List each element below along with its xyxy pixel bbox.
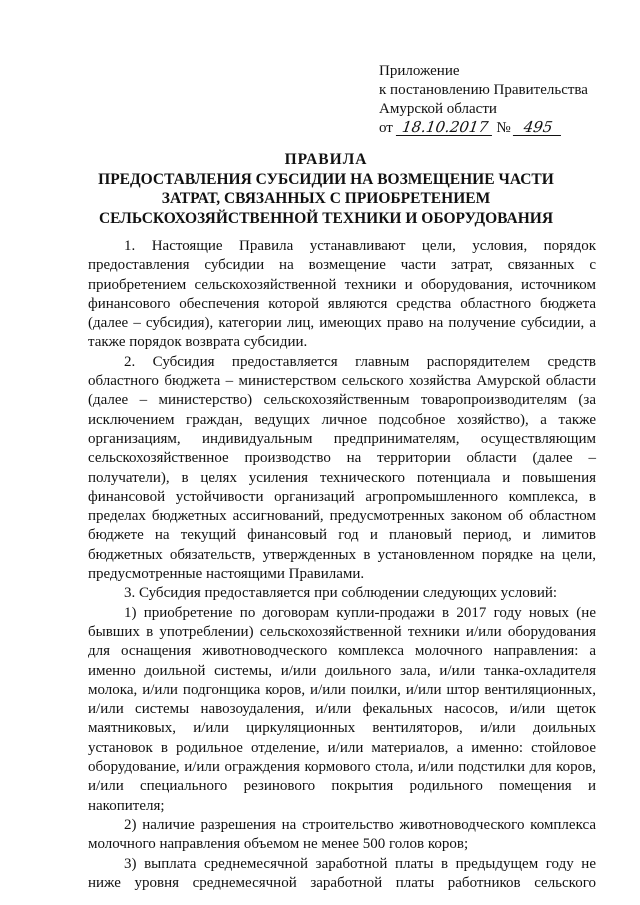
title-line-rules: ПРАВИЛА [284, 151, 368, 168]
appendix-date-number [379, 119, 588, 138]
title-line-3: ЗАТРАТ, СВЯЗАННЫХ С ПРИОБРЕТЕНИЕМ [161, 190, 491, 207]
appendix-region: Амурской области [379, 101, 497, 117]
appendix-resolution: к постановлению Правительства [379, 82, 588, 98]
appendix-block [379, 62, 588, 138]
document-title [86, 150, 566, 228]
paragraph-1: 1. Настоящие Правила устанавливают цели, условия, порядок предоставления субсидии на возмещение части затрат, связанных с приобретением сельскохозяйственной техники и оборудования, источником финансового обеспечения которой являются средства областного бюджета (далее – субсидия), категории лиц, имеющих право на получение субсидии, а также порядок возврата субсидии. [88, 238, 596, 351]
paragraph-3: 3. Субсидия предоставляется при соблюдении следующих условий: [124, 585, 558, 602]
paragraph-2: 2. Субсидия предоставляется главным распорядителем средств областного бюджета – министерством сельского хозяйства Амурской области (далее – министерство) сельскохозяйственным товаропроизводителям (за исключением граждан, ведущих личное подсобное хозяйство), а также организациям, индивидуальным предпринимателям, осуществляющим сельскохозяйственное производство на территории области (далее – получатели), в целях усиления технического потенциала и повышения финансовой устойчивости организаций агропромышленного комплекса, в пределах бюджетных ассигнований, предусмотренных законом об областном бюджете на текущий финансовый год и плановый период, и лимитов бюджетных обязательств, утвержденных в установленном порядке на цели, предусмотренные настоящими Правилами. [88, 353, 596, 583]
title-line-4: СЕЛЬСКОХОЗЯЙСТВЕННОЙ ТЕХНИКИ И ОБОРУДОВАНИЯ [98, 209, 554, 227]
title-line-2: ПРЕДОСТАВЛЕНИЯ СУБСИДИИ НА ВОЗМЕЩЕНИЕ ЧАСТИ [98, 170, 554, 188]
number-label: № [496, 120, 511, 136]
paragraph-3-item-3: 3) выплата среднемесячной заработной платы в предыдущем году не ниже уровня среднемесячной заработной платы работников сельского [88, 855, 596, 891]
appendix-title: Приложение [379, 63, 460, 79]
paragraph-3-item-2: 2) наличие разрешения на строительство животноводческого комплекса молочного направления объемом не менее 500 голов коров; [88, 816, 596, 853]
handwritten-number: 495 [513, 120, 563, 136]
from-label: от [379, 120, 393, 136]
document-body [88, 237, 596, 893]
handwritten-date: 18.10.2017 [395, 120, 493, 136]
paragraph-3-item-1: 1) приобретение по договорам купли-продажи в 2017 году новых (не бывших в употреблении) сельскохозяйственной техники и/или оборудования для оснащения животноводческого комплекса молочного направления: а именно доильной системы, и/или доильного зала, и/или танка-охладителя молока, и/или подгонщика коров, и/или поилки, и/или штор вентиляционных, и/или системы навозоудаления, и/или фекальных насосов, и/или щеток маятниковых, и/или циркуляционных вентиляторов, и/или доильных установок в родильное отделение, и/или материалов, а именно: стойловое оборудование, и/или ограждения кормового стола, и/или подстилки для коров, и/или специального резинового покрытия родильного помещения и накопителя; [88, 604, 596, 814]
